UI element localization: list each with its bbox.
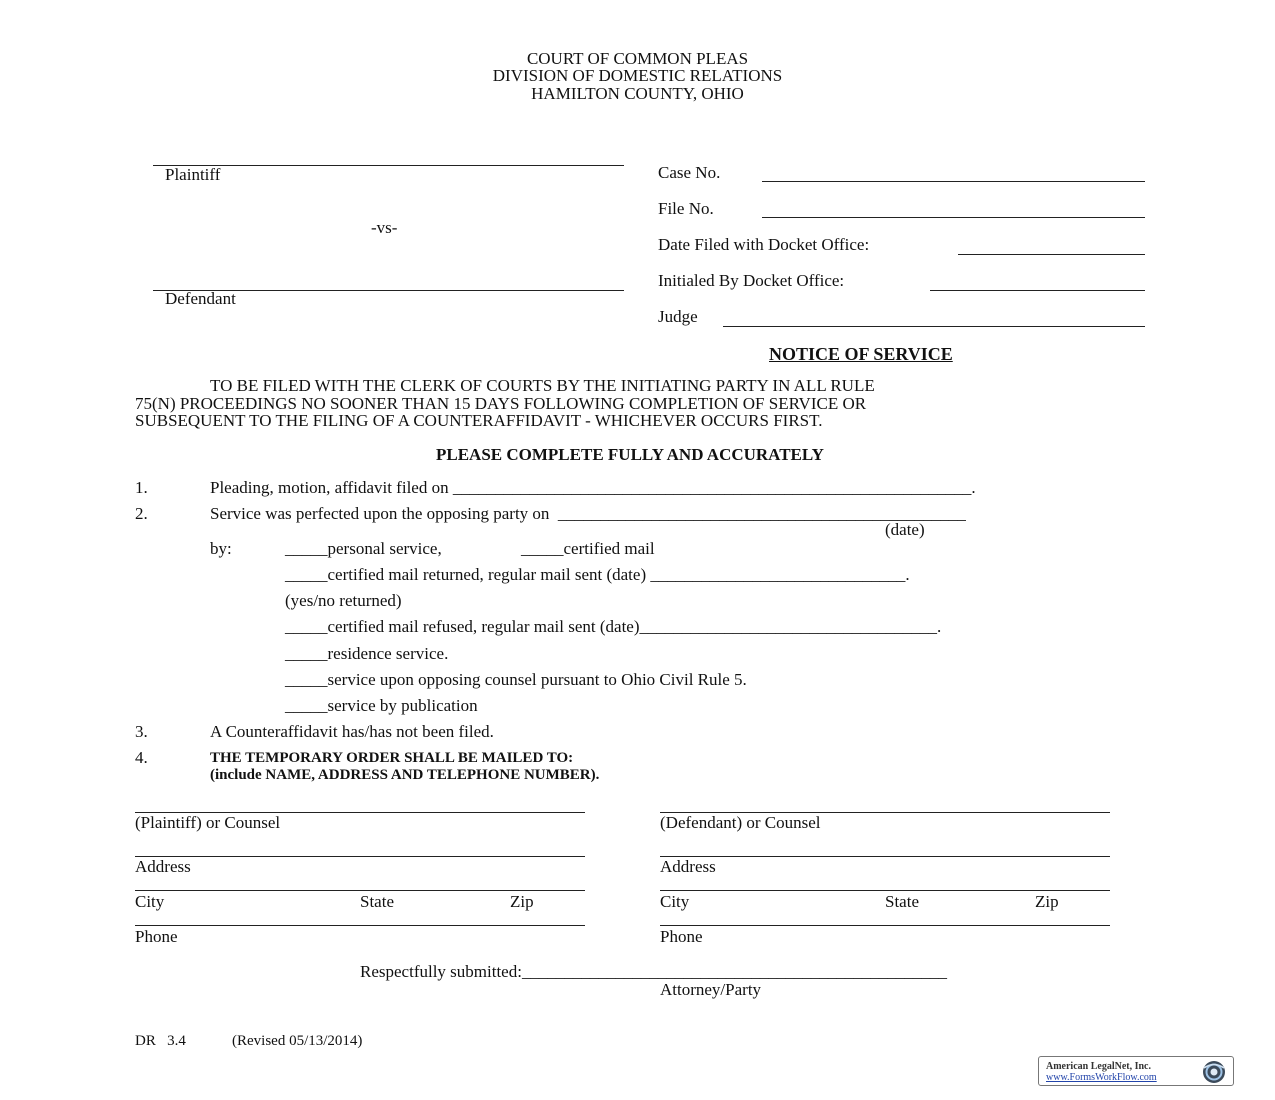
signature-role: Attorney/Party: [660, 980, 762, 999]
plaintiff-phone-label: Phone: [135, 927, 178, 946]
signature-line[interactable]: Respectfully submitted:__________________________________________________: [360, 962, 947, 981]
item-2-number: 2.: [135, 504, 148, 523]
file-no-label: File No.: [658, 199, 714, 218]
instruction-line-2: 75(N) PROCEEDINGS NO SOONER THAN 15 DAYS FOLLOWING COMPLETION OF SERVICE OR: [135, 394, 867, 413]
defendant-address-line[interactable]: [660, 856, 1110, 857]
date-caption: (date): [885, 520, 925, 539]
initialed-line[interactable]: [930, 290, 1145, 291]
notice-title: NOTICE OF SERVICE: [769, 344, 953, 364]
judge-line[interactable]: [723, 326, 1145, 327]
item-2-text[interactable]: Service was perfected upon the opposing party on ________________________________________________: [210, 504, 966, 523]
item-1-text[interactable]: Pleading, motion, affidavit filed on _____________________________________________________________.: [210, 478, 976, 497]
plaintiff-zip-label: Zip: [510, 892, 534, 911]
defendant-city-label: City: [660, 892, 690, 911]
initialed-label: Initialed By Docket Office:: [658, 271, 845, 290]
date-filed-line[interactable]: [958, 254, 1145, 255]
plaintiff-counsel-label: (Plaintiff) or Counsel: [135, 813, 281, 832]
defendant-state-label: State: [885, 892, 919, 911]
instruction-line-3: SUBSEQUENT TO THE FILING OF A COUNTERAFFIDAVIT - WHICHEVER OCCURS FIRST.: [135, 411, 823, 430]
defendant-zip-label: Zip: [1035, 892, 1059, 911]
item-1-number: 1.: [135, 478, 148, 497]
option-certified-returned[interactable]: _____certified mail returned, regular mail sent (date) ______________________________.: [285, 565, 910, 584]
yes-no-returned: (yes/no returned): [285, 591, 402, 610]
option-personal-service[interactable]: _____personal service,: [285, 539, 442, 558]
plaintiff-address-line[interactable]: [135, 856, 585, 857]
defendant-label: Defendant: [165, 289, 236, 308]
instruction-line-1: TO BE FILED WITH THE CLERK OF COURTS BY THE INITIATING PARTY IN ALL RULE: [210, 376, 875, 395]
item-3-number: 3.: [135, 722, 148, 741]
court-division: DIVISION OF DOMESTIC RELATIONS: [492, 66, 783, 85]
option-publication[interactable]: _____service by publication: [285, 696, 478, 715]
case-no-line[interactable]: [762, 181, 1145, 182]
item-4-number: 4.: [135, 748, 148, 767]
form-id: DR 3.4: [135, 1033, 186, 1049]
plaintiff-line[interactable]: [153, 165, 624, 166]
file-no-line[interactable]: [762, 217, 1145, 218]
plaintiff-label: Plaintiff: [165, 165, 221, 184]
date-filed-label: Date Filed with Docket Office:: [658, 235, 870, 254]
defendant-city-line[interactable]: [660, 890, 1110, 891]
judge-label: Judge: [658, 307, 698, 326]
revision-date: (Revised 05/13/2014): [232, 1033, 363, 1049]
publisher-logo: [1038, 1056, 1234, 1086]
item-4-heading: THE TEMPORARY ORDER SHALL BE MAILED TO:: [210, 750, 574, 766]
plaintiff-city-line[interactable]: [135, 890, 585, 891]
plaintiff-city-label: City: [135, 892, 165, 911]
case-no-label: Case No.: [658, 163, 721, 182]
plaintiff-address-label: Address: [135, 857, 191, 876]
option-residence-service[interactable]: _____residence service.: [285, 644, 449, 663]
defendant-counsel-label: (Defendant) or Counsel: [660, 813, 821, 832]
option-opposing-counsel[interactable]: _____service upon opposing counsel pursuant to Ohio Civil Rule 5.: [285, 670, 747, 689]
option-certified-refused[interactable]: _____certified mail refused, regular mail sent (date)___________________________________.: [285, 617, 942, 636]
publisher-name: American LegalNet, Inc.: [1046, 1061, 1151, 1072]
globe-icon: [1198, 1059, 1230, 1085]
defendant-address-label: Address: [660, 857, 716, 876]
item-3-text: A Counteraffidavit has/has not been filed.: [210, 722, 494, 741]
court-name: COURT OF COMMON PLEAS: [526, 49, 749, 68]
plaintiff-phone-line[interactable]: [135, 925, 585, 926]
publisher-website[interactable]: www.FormsWorkFlow.com: [1046, 1072, 1157, 1083]
by-label: by:: [210, 539, 232, 558]
vs-label: -vs-: [371, 218, 398, 237]
court-county: HAMILTON COUNTY, OHIO: [531, 84, 744, 103]
defendant-phone-label: Phone: [660, 927, 703, 946]
defendant-phone-line[interactable]: [660, 925, 1110, 926]
option-certified-mail[interactable]: _____certified mail: [521, 539, 655, 558]
complete-notice: PLEASE COMPLETE FULLY AND ACCURATELY: [436, 445, 824, 464]
plaintiff-state-label: State: [360, 892, 394, 911]
item-4-subheading: (include NAME, ADDRESS AND TELEPHONE NUMBER).: [210, 767, 600, 783]
